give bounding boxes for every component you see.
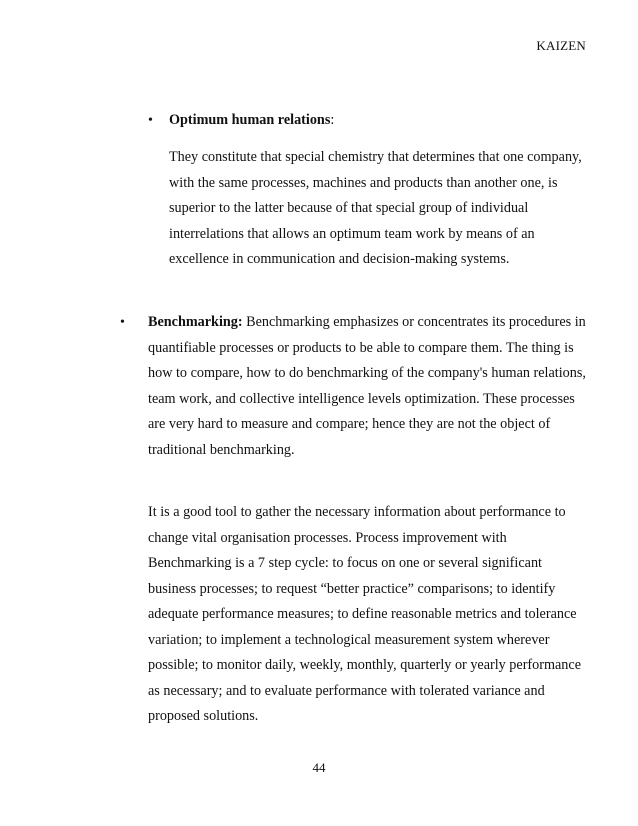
page-number: 44 — [312, 760, 326, 775]
benchmarking-body: Benchmarking emphasizes or concentrates its procedures in quantifiable processes or products to be able to compare them. The thing is how to compare, how to do benchmarking of the company's human relations, team work, and collective intelligence levels optimization. These processes are very hard to measure and compare; hence they are not the object of traditional benchmarking. — [148, 314, 586, 458]
optimum-human-relations-paragraph: They constitute that special chemistry that determines that one company, with the same processes, machines and products than another one, is superior to the latter because of that special group of individual interrelations that allows an optimum team work by means of an excellence in communication and decision-making systems. — [169, 149, 582, 267]
section-heading: Optimum human relations — [169, 112, 331, 128]
running-header: KAIZEN — [536, 38, 586, 53]
good-tool-paragraph: It is a good tool to gather the necessary information about performance to change vital organisation processes. Process improvement with Benchmarking is a 7 step cycle: to focus on one or several significant business processes; to request “better practice” comparisons; to identify adequate performance measures; to define reasonable metrics and tolerance variation; to implement a technological measurement system wherever possible; to monitor daily, weekly, monthly, quarterly or yearly performance as necessary; and to evaluate performance with tolerated variance and proposed solutions. — [148, 504, 581, 724]
heading-suffix: : — [330, 112, 335, 128]
benchmarking-paragraph — [148, 310, 586, 463]
bullet-icon: • — [120, 315, 125, 330]
bullet-icon: • — [148, 113, 153, 128]
section-heading: Benchmarking: — [148, 314, 243, 330]
optimum-human-relations-heading-line — [169, 108, 609, 134]
